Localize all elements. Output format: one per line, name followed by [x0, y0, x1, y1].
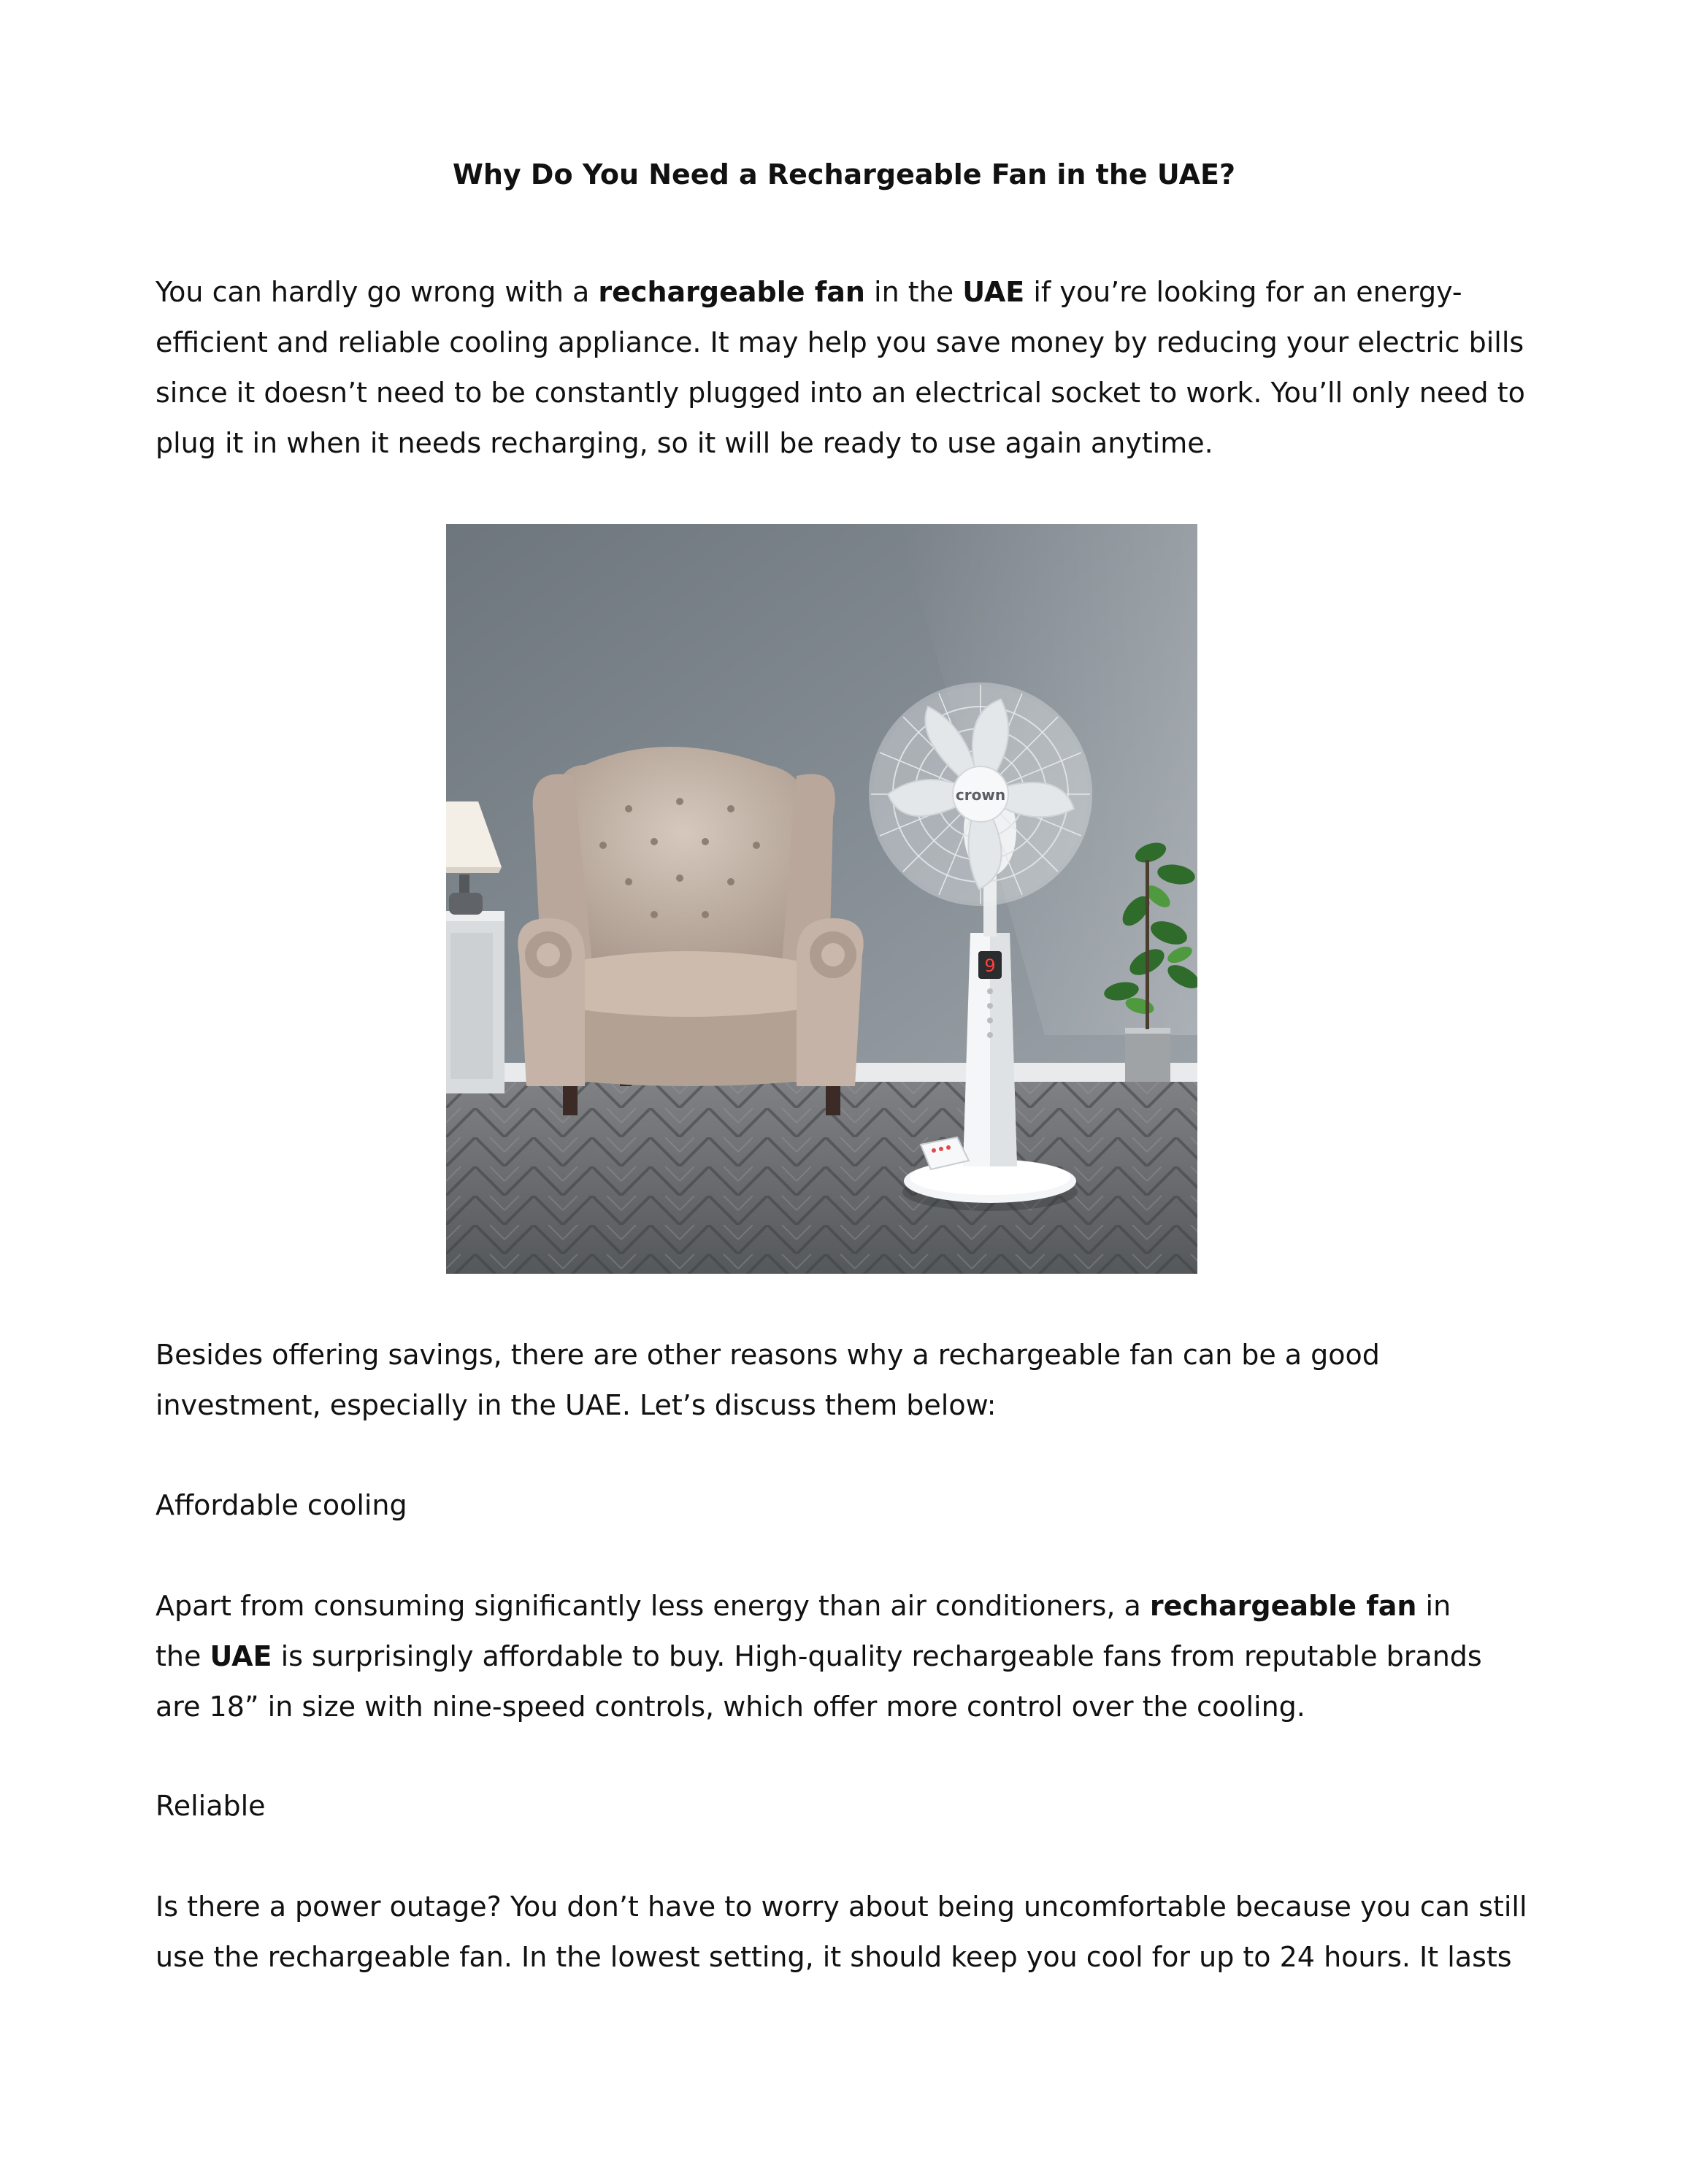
intro-line-2: efficient and reliable cooling appliance. It may help you save money by reducing your electric bills: [156, 326, 1524, 358]
fan-brand-logo: crown: [955, 786, 1006, 804]
intro-text-3: if you’re looking for an energy-: [1024, 276, 1462, 308]
intro-line-4: plug it in when it needs recharging, so it will be ready to use again anytime.: [156, 427, 1213, 459]
affordable-line-1: [156, 1581, 1535, 1631]
reliable-line-1: Is there a power outage? You don’t have to worry about being uncomfortable because you can still: [156, 1891, 1527, 1923]
affordable-heading: Affordable cooling: [156, 1489, 407, 1521]
intro-paragraph: [156, 267, 1535, 469]
armchair: [518, 747, 863, 1115]
product-photo: [446, 524, 1197, 1274]
page-title: Why Do You Need a Rechargeable Fan in the UAE?: [452, 158, 1236, 191]
keyword-rechargeable-fan: rechargeable fan: [598, 276, 865, 308]
affordable-line-2: [156, 1631, 1535, 1682]
reliable-paragraph: [156, 1882, 1535, 1983]
savings-line-2: investment, especially in the UAE. Let’s discuss them below:: [156, 1389, 997, 1421]
affordable-line-3: are 18” in size with nine-speed controls, which offer more control over the cooling.: [156, 1691, 1305, 1723]
affordable-text-2: in: [1416, 1590, 1451, 1622]
keyword-uae: UAE: [210, 1640, 272, 1672]
affordable-paragraph: [156, 1581, 1535, 1732]
intro-text-2: in the: [864, 276, 963, 308]
fan-display-digit: 9: [984, 956, 996, 976]
keyword-rechargeable-fan: rechargeable fan: [1149, 1590, 1417, 1622]
affordable-text-4: is surprisingly affordable to buy. High-quality rechargeable fans from reputable brands: [272, 1640, 1482, 1672]
savings-paragraph: [156, 1330, 1535, 1431]
floor-pattern: [446, 1082, 1197, 1274]
intro-line-1: [156, 267, 1535, 318]
intro-line-3: since it doesn’t need to be constantly plugged into an electrical socket to work. You’ll only need to: [156, 377, 1525, 409]
affordable-text-3: the: [156, 1640, 210, 1672]
affordable-text-1: Apart from consuming significantly less energy than air conditioners, a: [156, 1590, 1150, 1622]
reliable-heading: Reliable: [156, 1790, 266, 1822]
reliable-line-2: use the rechargeable fan. In the lowest setting, it should keep you cool for up to 24 hours. It lasts: [156, 1941, 1512, 1973]
keyword-uae: UAE: [962, 276, 1025, 308]
intro-text-1: You can hardly go wrong with a: [156, 276, 599, 308]
savings-line-1: Besides offering savings, there are other reasons why a rechargeable fan can be a good: [156, 1339, 1380, 1371]
